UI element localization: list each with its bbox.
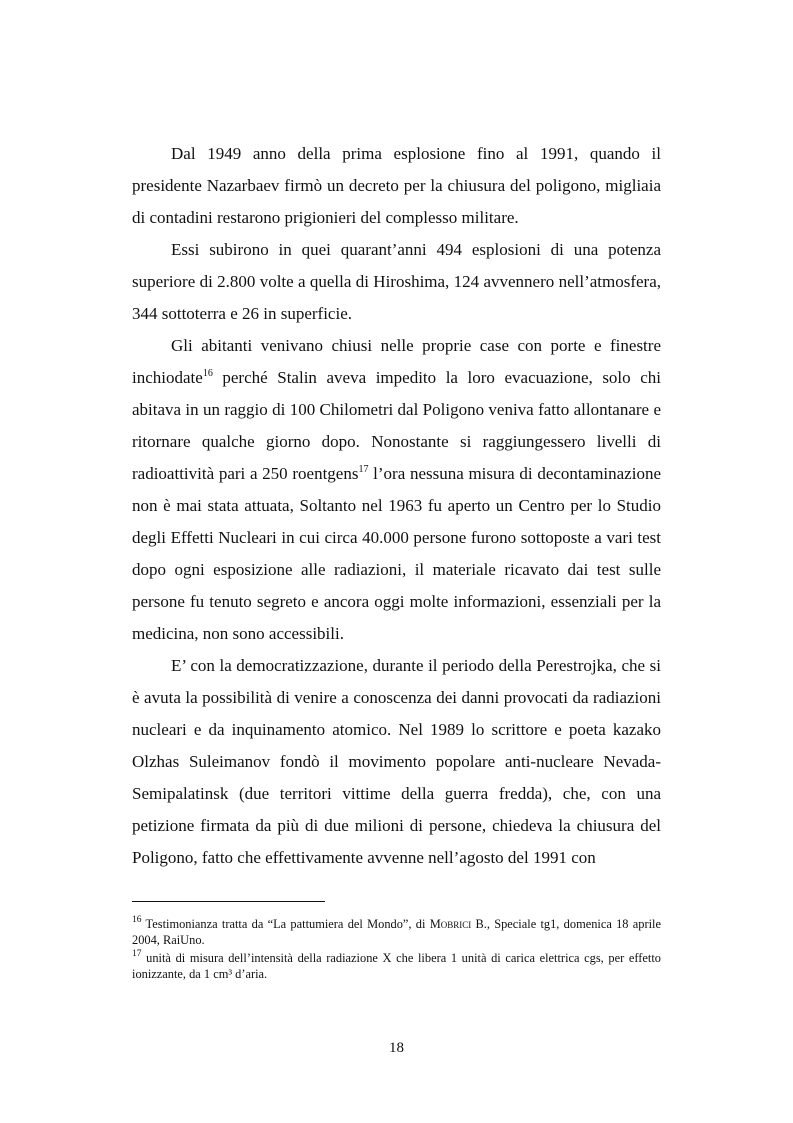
footnote-16-text-a: Testimonianza tratta da “La pattumiera del Mondo”, di <box>141 917 430 931</box>
footnotes <box>132 916 661 984</box>
footnote-ref-16[interactable]: 16 <box>202 368 213 379</box>
footnote-separator <box>132 901 325 902</box>
paragraph-3-part-1: Gli abitanti venivano chiusi nelle proprie case con porte e finestre inchiodate <box>132 336 661 387</box>
footnote-16 <box>132 916 661 948</box>
paragraph-3-part-3: l’ora nessuna misura di decontaminazione non è mai stata attuata, Soltanto nel 1963 fu aperto un Centro per lo Studio degli Effetti Nucleari in cui circa 40.000 persone furono sottoposte a vari test dopo ogni esposizione alle radiazioni, il materiale ricavato dai test sulle persone fu tenuto segreto e ancora oggi molte informazioni, essenziali per la medicina, non sono accessibili. <box>132 464 661 643</box>
footnote-17-text: unità di misura dell’intensità della radiazione X che libera 1 unità di carica elettrica cgs, per effetto ionizzante, da 1 cm³ d’aria. <box>132 951 661 981</box>
paragraph-4: E’ con la democratizzazione, durante il periodo della Perestrojka, che si è avuta la possibilità di venire a conoscenza dei danni provocati da radiazioni nucleari e da inquinamento atomico. Nel 1989 lo scrittore e poeta kazako Olzhas Suleimanov fondò il movimento popolare anti-nucleare Nevada-Semipalatinsk (due territori vittime della guerra fredda), che, con una petizione firmata da più di due milioni di persone, chiedeva la chiusura del Poligono, fatto che effettivamente avvenne nell’agosto del 1991 con <box>132 656 661 867</box>
footnote-17 <box>132 950 661 982</box>
paragraph-1: Dal 1949 anno della prima esplosione fino al 1991, quando il presidente Nazarbaev firmò un decreto per la chiusura del poligono, migliaia di contadini restarono prigionieri del complesso militare. <box>132 144 661 227</box>
footnote-17-number: 17 <box>132 949 142 959</box>
footnote-16-author: Mobrici <box>429 917 472 931</box>
footnote-16-text-b: B., Speciale tg1, domenica 18 aprile 2004, RaiUno. <box>132 917 661 947</box>
main-text <box>132 138 661 874</box>
paragraph-2: Essi subirono in quei quarant’anni 494 esplosioni di una potenza superiore di 2.800 volte a quella di Hiroshima, 124 avvennero nell’atmosfera, 344 sottoterra e 26 in superficie. <box>132 240 661 323</box>
footnote-16-number: 16 <box>132 915 142 925</box>
paragraph-3-part-2: perché Stalin aveva impedito la loro evacuazione, solo chi abitava in un raggio di 100 Chilometri dal Poligono veniva fatto allontanare e ritornare qualche giorno dopo. Nonostante si raggiungessero livelli di radioattività pari a 250 roentgens <box>132 368 661 483</box>
page-number: 18 <box>389 1040 404 1056</box>
footnote-ref-17[interactable]: 17 <box>358 464 369 475</box>
paragraph-3 <box>132 330 661 650</box>
